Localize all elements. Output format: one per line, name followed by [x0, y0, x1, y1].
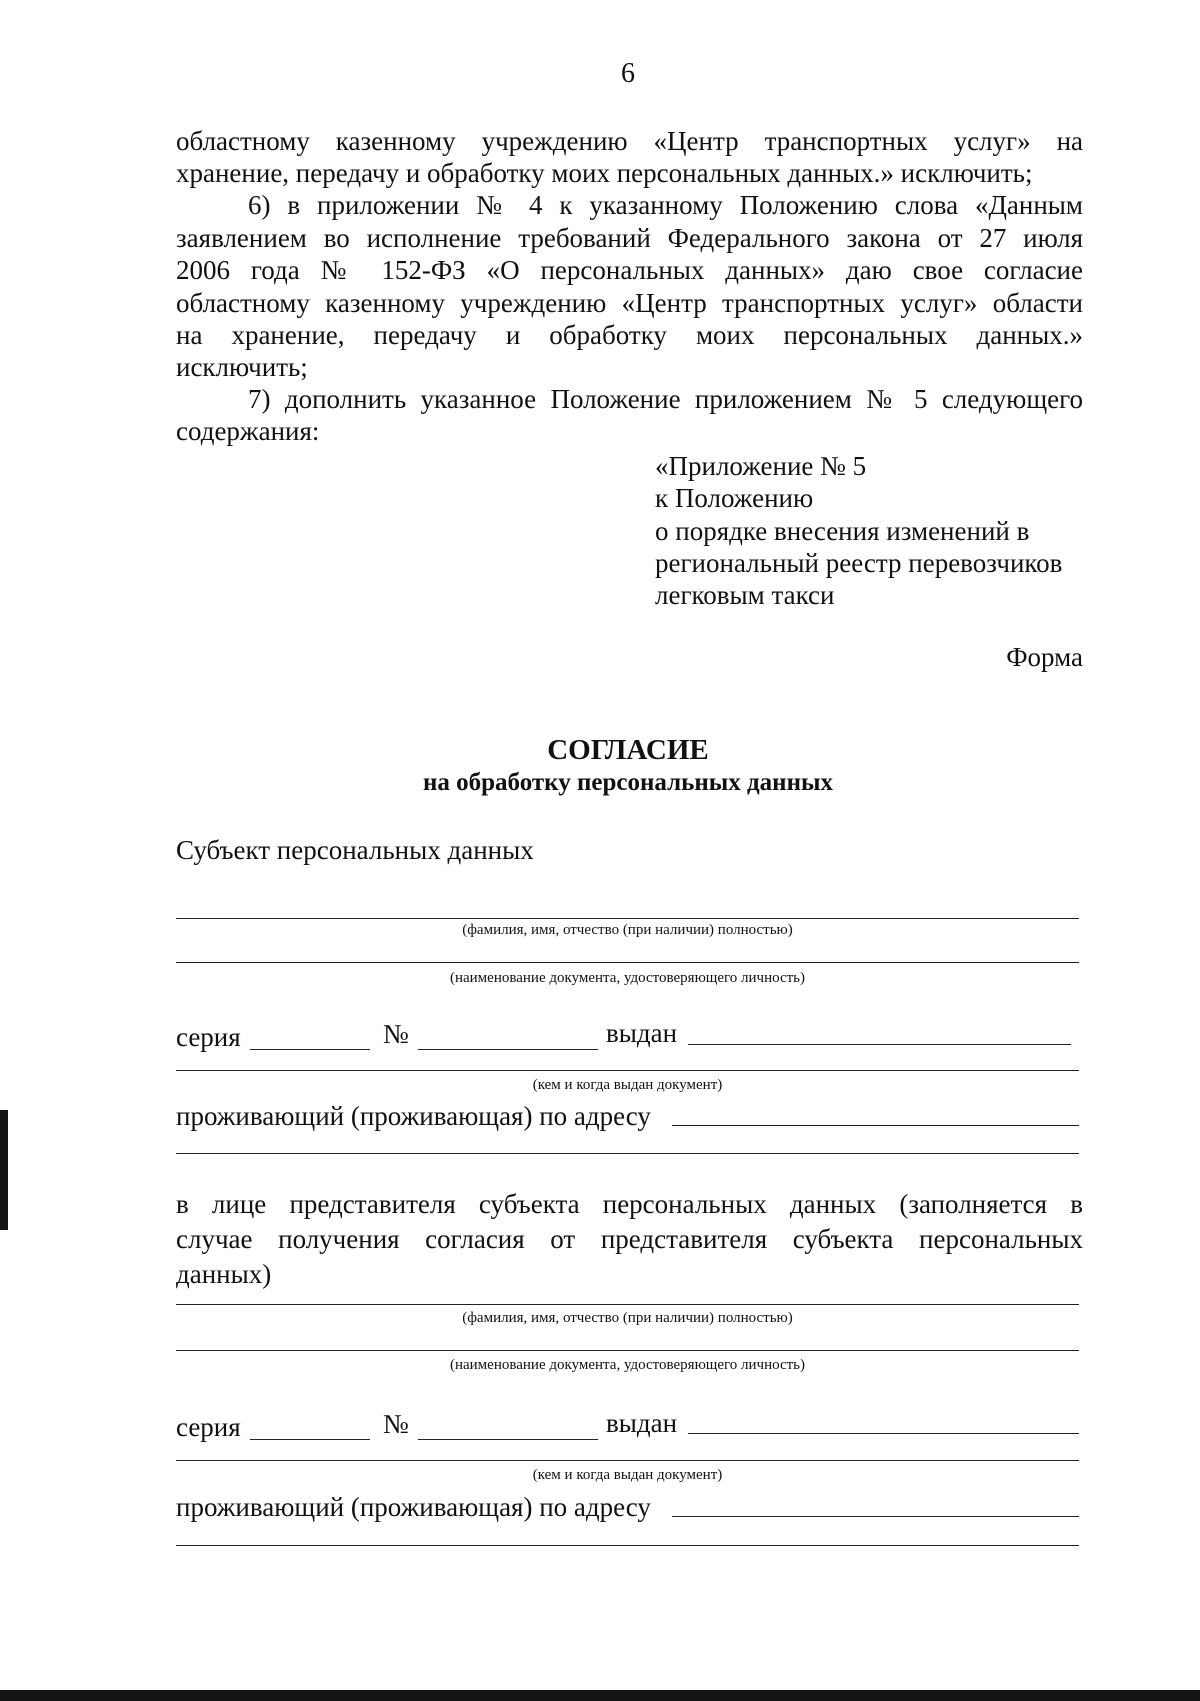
rep-issued-caption: (кем и когда выдан документ)	[532, 1467, 723, 1483]
appendix-line: «Приложение № 5	[655, 451, 867, 481]
rep-doc-caption: (наименование документа, удостоверяющего личность)	[449, 1357, 806, 1373]
rep-series-field-line[interactable]	[250, 1439, 370, 1440]
appendix-line: региональный реестр перевозчиков	[655, 548, 1063, 578]
number-field-line[interactable]	[418, 1049, 598, 1050]
rep-fio-field-line[interactable]	[176, 1304, 1079, 1305]
doc-field-line[interactable]	[176, 962, 1079, 963]
rep-address-extra-line[interactable]	[176, 1545, 1079, 1546]
representative-line: данных)	[176, 1259, 272, 1289]
body-line: на хранение, передачу и обработку моих персональных данных.»	[176, 320, 1083, 350]
issued-label: выдан	[606, 1018, 678, 1048]
fio-field-line[interactable]	[176, 918, 1079, 919]
body-line: 7) дополнить указанное Положение приложением № 5 следующего	[248, 384, 1083, 414]
rep-address-label: проживающий (проживающая) по адресу	[176, 1492, 651, 1522]
representative-line: случае получения согласия от представителя субъекта персональных	[176, 1224, 1083, 1254]
representative-line: в лице представителя субъекта персональных данных (заполняется в	[176, 1189, 1083, 1219]
series-label: серия	[176, 1022, 241, 1052]
rep-series-label: серия	[176, 1412, 241, 1442]
body-line: 6) в приложении № 4 к указанному Положению слова «Данным	[248, 190, 1083, 220]
body-line: хранение, передачу и обработку моих персональных данных.» исключить;	[176, 158, 1033, 188]
subject-label: Субъект персональных данных	[176, 835, 534, 865]
issued-caption: (кем и когда выдан документ)	[532, 1077, 723, 1093]
page-number: 6	[621, 58, 635, 89]
number-label: №	[383, 1019, 409, 1049]
rep-number-field-line[interactable]	[418, 1439, 598, 1440]
body-line: заявлением во исполнение требований Федерального закона от 27 июля	[176, 223, 1083, 253]
appendix-line: легковым такси	[655, 580, 835, 610]
appendix-line: к Положению	[655, 483, 814, 513]
issued-detail-line[interactable]	[176, 1070, 1079, 1071]
rep-doc-field-line[interactable]	[176, 1350, 1079, 1351]
rep-number-label: №	[383, 1409, 409, 1439]
fio-caption: (фамилия, имя, отчество (при наличии) полностью)	[462, 922, 793, 938]
address-label: проживающий (проживающая) по адресу	[176, 1101, 651, 1131]
body-line: областному казенному учреждению «Центр транспортных услуг» на	[176, 126, 1083, 156]
body-line: областному казенному учреждению «Центр транспортных услуг» области	[176, 288, 1083, 318]
form-label: Форма	[1006, 642, 1083, 672]
issued-field-line[interactable]	[688, 1044, 1071, 1045]
appendix-line: о порядке внесения изменений в	[655, 516, 1030, 546]
rep-address-field-line[interactable]	[672, 1516, 1079, 1517]
address-extra-line[interactable]	[176, 1153, 1079, 1154]
form-subtitle: на обработку персональных данных	[423, 769, 833, 796]
series-field-line[interactable]	[250, 1049, 370, 1050]
form-title: СОГЛАСИЕ	[547, 734, 709, 766]
rep-issued-detail-line[interactable]	[176, 1460, 1079, 1461]
doc-caption: (наименование документа, удостоверяющего личность)	[449, 970, 806, 986]
body-line: 2006 года № 152-ФЗ «О персональных данных» даю свое согласие	[176, 255, 1083, 285]
scan-bottom-edge	[0, 1690, 1200, 1701]
body-line: исключить;	[176, 352, 308, 382]
rep-issued-label: выдан	[606, 1408, 678, 1438]
rep-issued-field-line[interactable]	[688, 1433, 1079, 1434]
body-line: содержания:	[176, 416, 320, 446]
address-field-line[interactable]	[672, 1125, 1079, 1126]
rep-fio-caption: (фамилия, имя, отчество (при наличии) полностью)	[462, 1310, 793, 1326]
scan-edge-mark	[0, 1110, 8, 1230]
